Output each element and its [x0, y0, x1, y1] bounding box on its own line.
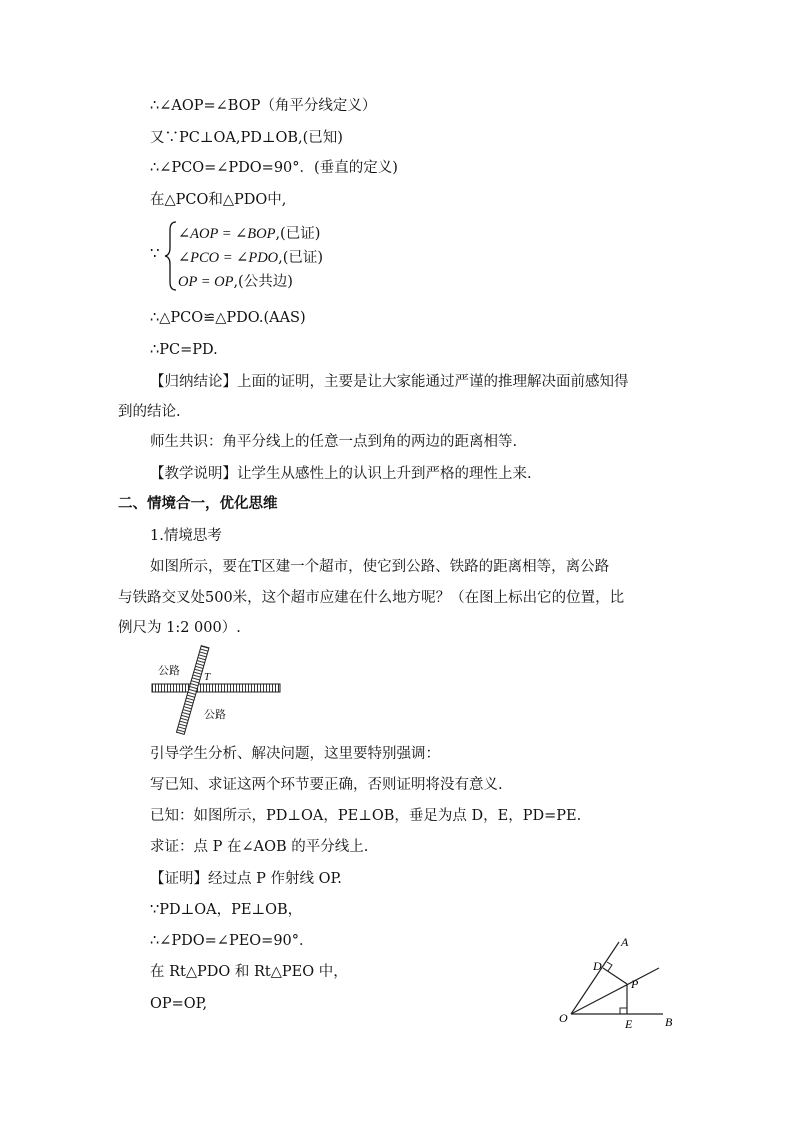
line-teaching-note: 【教学说明】让学生从感性上的认识上升到严格的理性上来. — [150, 466, 532, 482]
road-railway-figure — [148, 642, 288, 738]
line-guide: 引导学生分析、解决问题，这里要特别强调： — [150, 746, 440, 762]
system-row-1-note: ,(已证) — [275, 226, 321, 242]
line-op-equals-op: OP=OP, — [150, 996, 208, 1012]
system-row-3-math: OP = OP — [178, 274, 234, 290]
system-row-3-note: ,(公共边) — [233, 274, 293, 290]
left-brace — [164, 220, 178, 292]
line-proof-start: 【证明】经过点 P 作射线 OP. — [150, 871, 342, 887]
label-b: B — [665, 1015, 673, 1029]
line-conclusion-1: 【归纳结论】上面的证明，主要是让大家能通过严谨的推理解决面前感知得 — [150, 374, 629, 390]
label-d: D — [593, 959, 602, 973]
line-congruent: ∴△PCO≌△PDO.(AAS) — [150, 310, 306, 326]
system-row-2-note: ,(已证) — [278, 250, 324, 266]
line-problem-2: 与铁路交叉处500米，这个超市应建在什么地方呢？（在图上标出它的位置，比 — [118, 590, 625, 606]
line-emphasis: 写已知、求证这两个环节要正确，否则证明将没有意义. — [150, 777, 503, 793]
label-e: E — [625, 1017, 633, 1031]
line-rt-triangles: 在 Rt△PDO 和 Rt△PEO 中， — [150, 964, 348, 980]
angle-bisector-figure — [555, 934, 685, 1034]
point-t-label: T — [204, 671, 211, 683]
system-row-2 — [178, 246, 323, 267]
line-conclusion-2: 到的结论. — [118, 404, 181, 420]
label-p: P — [631, 977, 639, 991]
line-pc-equals-pd: ∴PC=PD. — [150, 342, 218, 358]
section-heading: 二、情境合一，优化思维 — [118, 495, 278, 512]
line-right-angles: ∴∠PCO=∠PDO=90°．(垂直的定义) — [150, 160, 398, 176]
line-perpendicular-given: 又∵PC⊥OA,PD⊥OB,(已知) — [150, 130, 343, 146]
label-o: O — [559, 1011, 568, 1025]
because-symbol: ∵ — [150, 244, 160, 262]
line-prove: 求证：点 P 在∠AOB 的平分线上. — [150, 839, 369, 855]
line-in-triangles: 在△PCO和△PDO中, — [150, 192, 287, 208]
line-because-perp: ∵PD⊥OA，PE⊥OB， — [150, 902, 303, 918]
system-row-2-math: ∠PCO = ∠PDO — [178, 250, 279, 266]
line-problem-1: 如图所示，要在T区建一个超市，使它到公路、铁路的距离相等，离公路 — [150, 559, 610, 575]
line-situation-title: 1.情境思考 — [150, 528, 222, 544]
system-row-3 — [178, 270, 293, 291]
system-row-1-math: ∠AOP = ∠BOP — [178, 226, 276, 242]
horizontal-track — [152, 684, 280, 692]
road-label-top: 公路 — [158, 664, 180, 677]
line-right-angles-2: ∴∠PDO=∠PEO=90°． — [150, 933, 314, 949]
road-label-bottom: 公路 — [204, 708, 226, 721]
line-given: 已知：如图所示，PD⊥OA，PE⊥OB，垂足为点 D，E，PD=PE. — [150, 808, 582, 824]
line-consensus: 师生共识：角平分线上的任意一点到角的两边的距离相等. — [150, 434, 518, 450]
system-row-1 — [178, 222, 320, 243]
line-angle-bisector-def: ∴∠AOP=∠BOP（角平分线定义） — [150, 98, 377, 114]
line-problem-3: 例尺为 1:2 000）. — [118, 620, 241, 636]
label-a: A — [621, 935, 629, 949]
equation-system — [150, 220, 410, 292]
